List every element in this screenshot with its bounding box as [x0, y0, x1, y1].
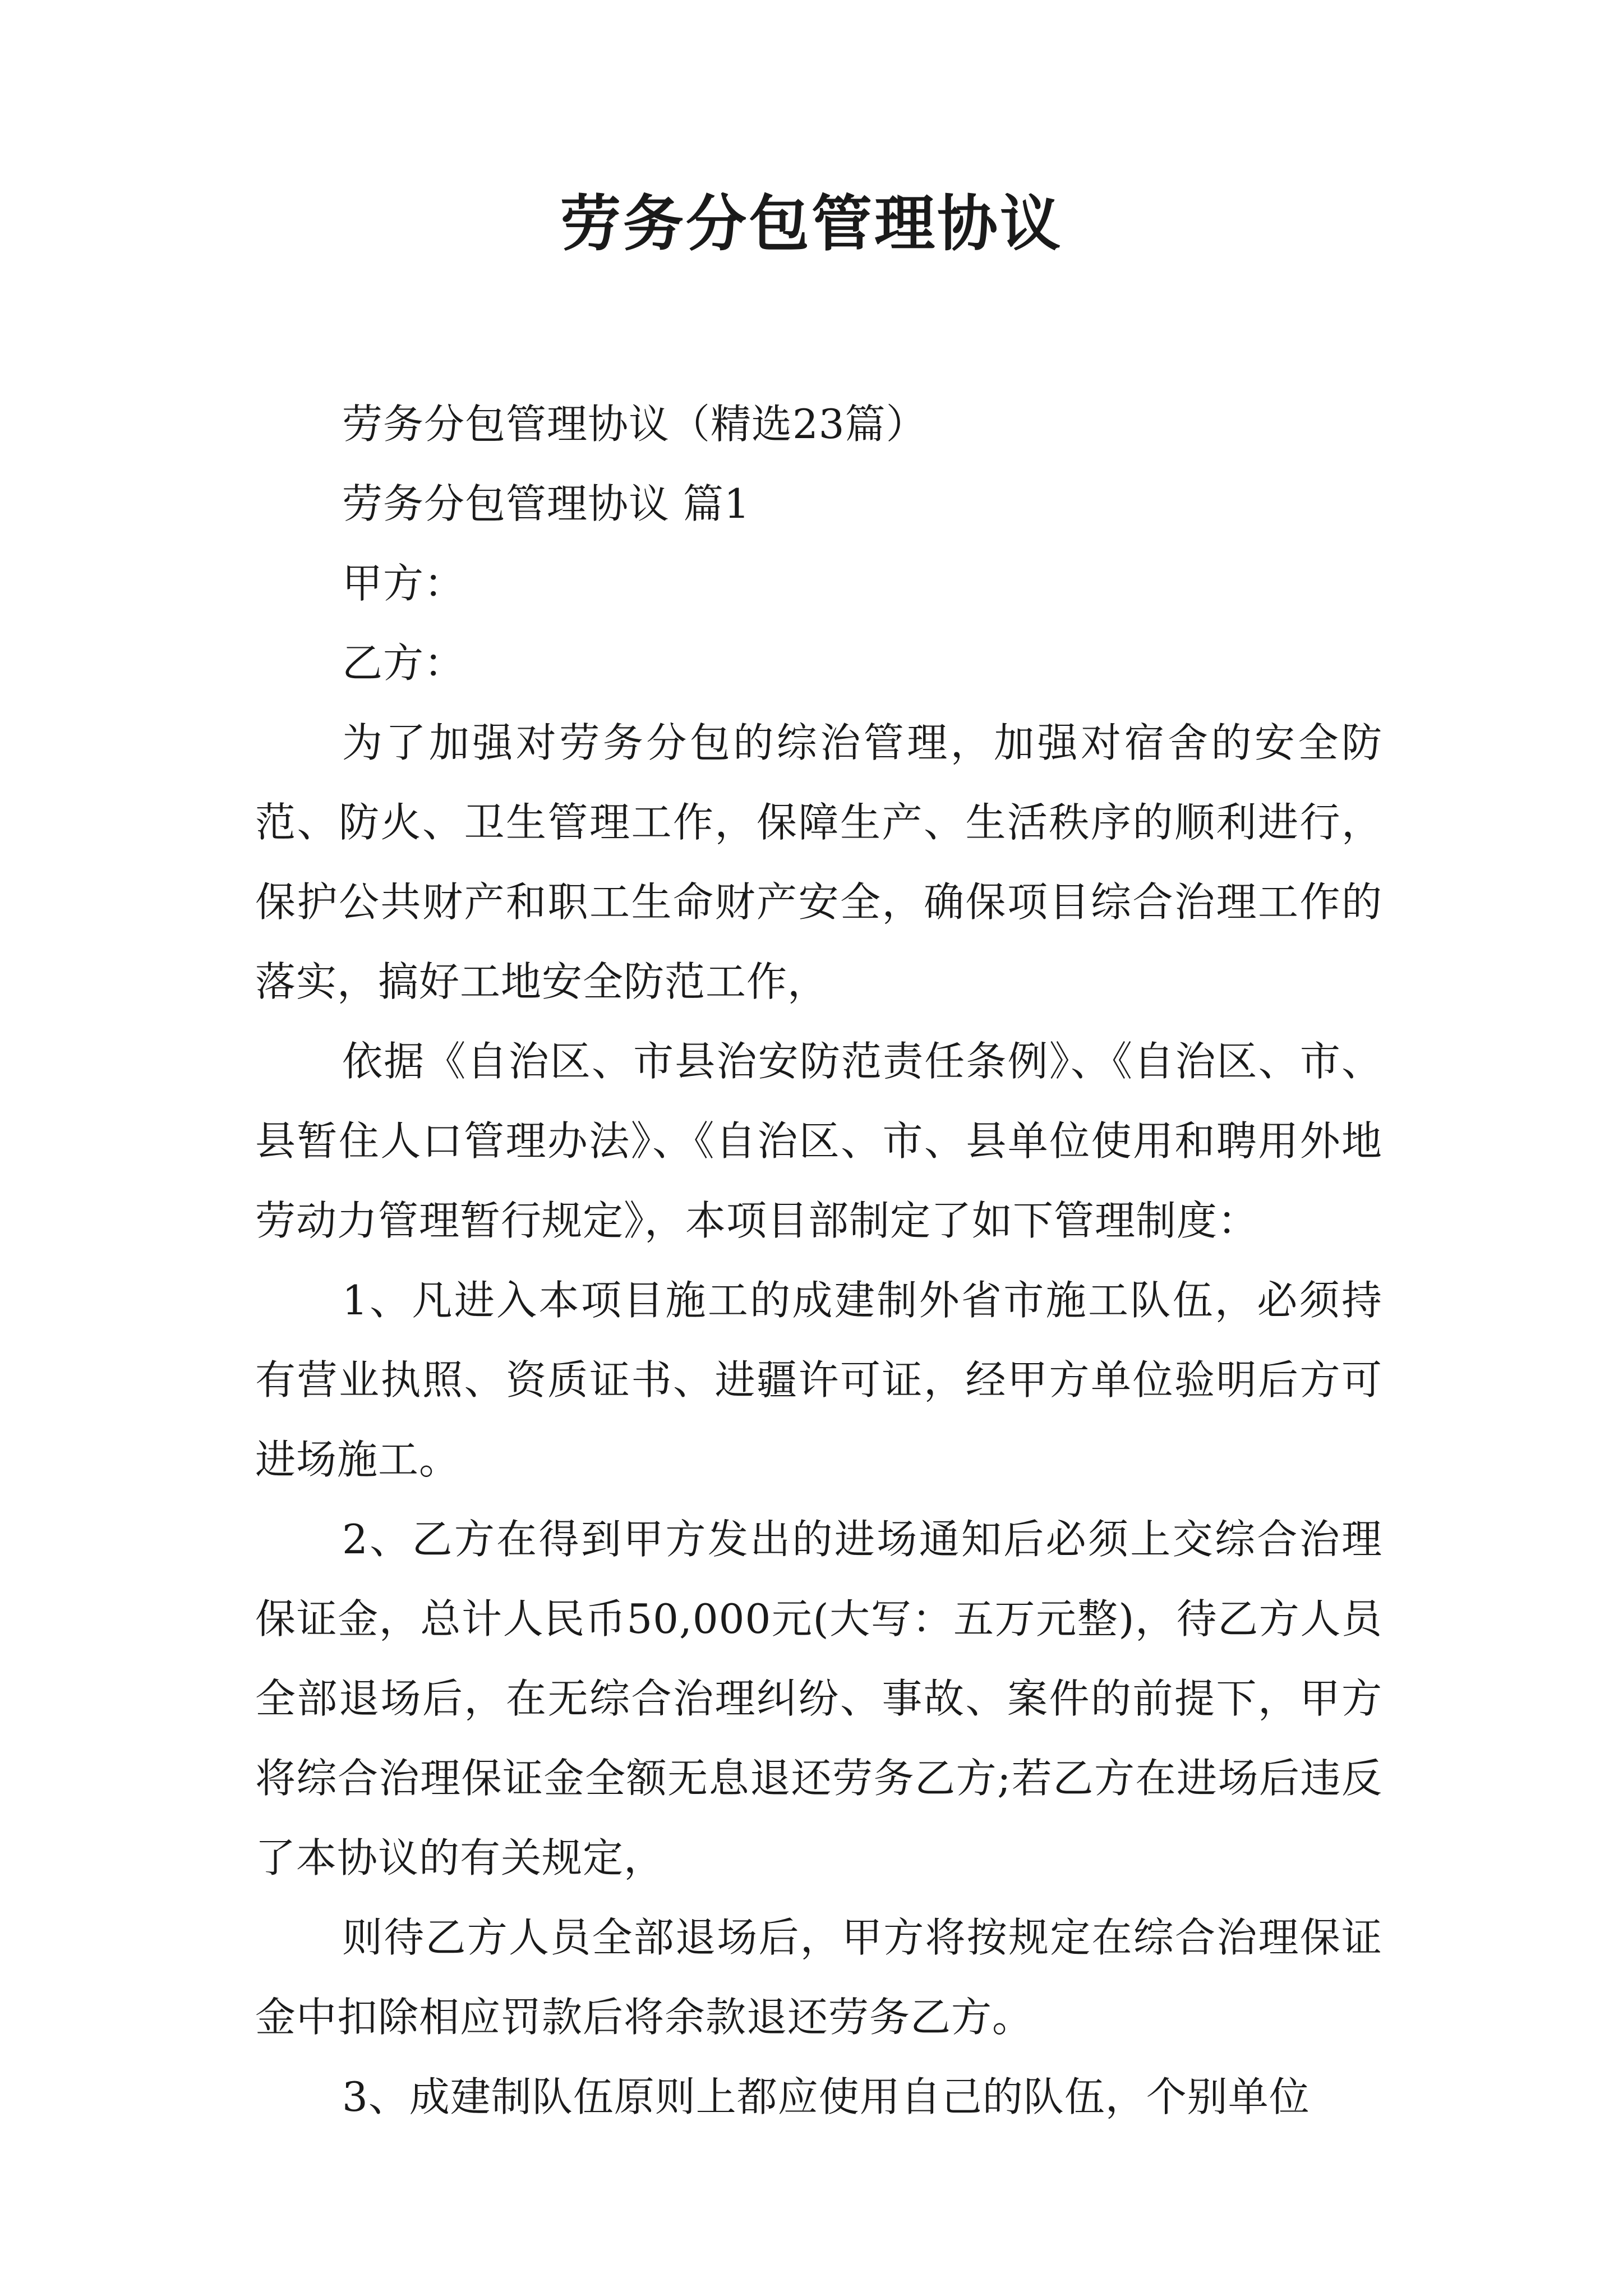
section-heading: 劳务分包管理协议 篇1: [342, 480, 750, 527]
subtitle-line: 劳务分包管理协议（精选23篇）: [342, 401, 927, 448]
document-title: 劳务分包管理协议: [560, 188, 1063, 259]
paragraph-basis: 依据《自治区、市县治安防范责任条例》、《自治区、市、县暂住人口管理办法》、《自治区、市、县单位使用和聘用外地劳动力管理暂行规定》，本项目部制定了如下管理制度：: [255, 1038, 1382, 1244]
document-body: [255, 384, 1382, 2137]
paragraph-purpose: 为了加强对劳务分包的综治管理，加强对宿舍的安全防范、防火、卫生管理工作，保障生产、生活秩序的顺利进行，保护公共财产和职工生命财产安全，确保项目综合治理工作的落实，搞好工地安全防范工作，: [255, 719, 1382, 1005]
paragraph-clause-2-cont: 则待乙方人员全部退场后，甲方将按规定在综合治理保证金中扣除相应罚款后将余款退还劳务乙方。: [255, 1914, 1382, 2041]
party-a-line: 甲方：: [342, 560, 465, 607]
paragraph-clause-3: 3、成建制队伍原则上都应使用自己的队伍，个别单位: [342, 2073, 1310, 2120]
party-b-line: 乙方：: [342, 639, 465, 687]
paragraph-clause-2: 2、乙方在得到甲方发出的进场通知后必须上交综合治理保证金，总计人民币50,000元(大写：五万元整)，待乙方人员全部退场后，在无综合治理纠纷、事故、案件的前提下，甲方将综合治理保证金全额无息退还劳务乙方;若乙方在进场后违反了本协议的有关规定，: [255, 1516, 1382, 1881]
paragraph-clause-1: 1、凡进入本项目施工的成建制外省市施工队伍，必须持有营业执照、资质证书、进疆许可证，经甲方单位验明后方可进场施工。: [255, 1277, 1382, 1483]
